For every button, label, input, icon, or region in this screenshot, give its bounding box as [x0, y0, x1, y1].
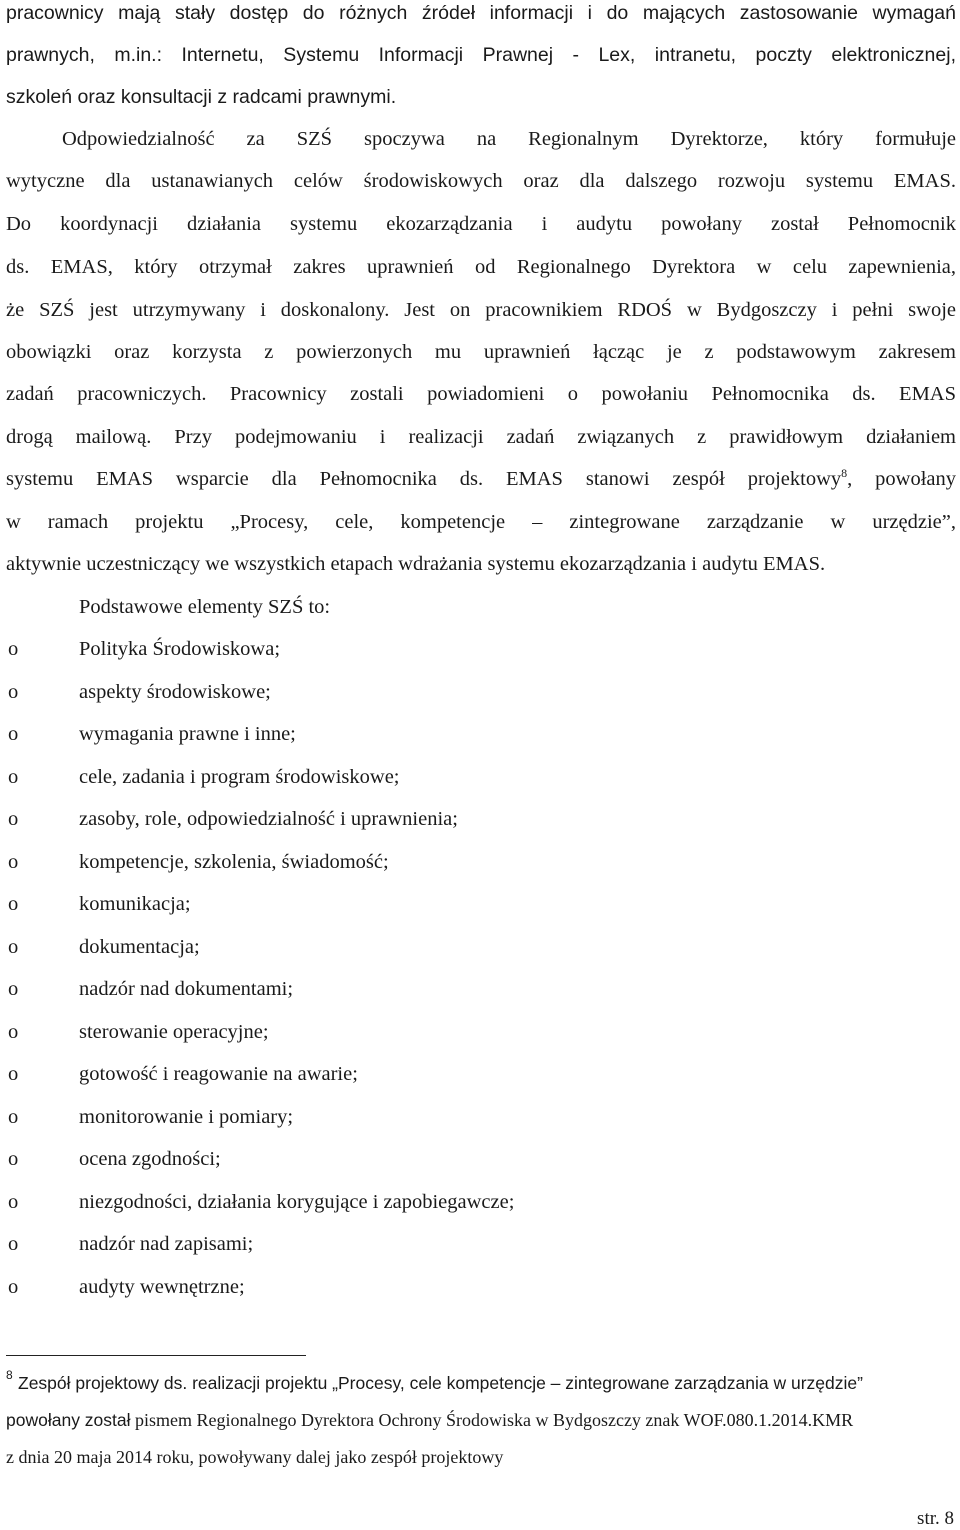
bullet-marker: o: [8, 936, 19, 958]
footnote-line: [18, 1372, 960, 1396]
list-item: Polityka Środowiskowa;: [79, 638, 281, 660]
footnote-separator: [6, 1355, 306, 1356]
footnote-line: [6, 1409, 956, 1433]
list-item: aspekty środowiskowe;: [79, 681, 271, 703]
list-item: kompetencje, szkolenia, świadomość;: [79, 851, 389, 873]
paragraph-line: drogą mailową. Przy podejmowaniu i realizacji zadań związanych z prawidłowym działaniem: [6, 426, 956, 448]
paragraph-line: Do koordynacji działania systemu ekozarządzania i audytu powołany został Pełnomocnik: [6, 213, 956, 235]
list-item: niezgodności, działania korygujące i zapobiegawcze;: [79, 1191, 515, 1213]
footnote-reference: 8: [841, 466, 848, 481]
list-item: gotowość i reagowanie na awarie;: [79, 1063, 358, 1085]
bullet-marker: o: [8, 1191, 19, 1213]
footnote-number: 8: [6, 1368, 13, 1382]
paragraph-line-with-footnote: [6, 466, 956, 492]
footnote-text: z dnia 20 maja 2014 roku, powoływany dalej jako zespół projektowy: [6, 1447, 504, 1467]
paragraph-line: pracownicy mają stały dostęp do różnych źródeł informacji i do mających zastosowanie wymagań: [6, 2, 956, 24]
elements-heading: Podstawowe elementy SZŚ to:: [79, 596, 331, 618]
paragraph-line: że SZŚ jest utrzymywany i doskonalony. Jest on pracownikiem RDOŚ w Bydgoszczy i pełni swoje: [6, 299, 956, 321]
list-item: audyty wewnętrzne;: [79, 1276, 245, 1298]
paragraph-line: obowiązki oraz korzysta z powierzonych mu uprawnień łącząc je z podstawowym zakresem: [6, 341, 956, 363]
list-item: monitorowanie i pomiary;: [79, 1106, 294, 1128]
paragraph-text: systemu EMAS wsparcie dla Pełnomocnika ds. EMAS stanowi zespół projektowy: [6, 468, 842, 490]
paragraph-line: szkoleń oraz konsultacji z radcami prawnymi.: [6, 86, 397, 108]
paragraph-line: aktywnie uczestniczący we wszystkich etapach wdrażania systemu ekozarządzania i audytu EMAS.: [6, 553, 826, 575]
list-item: nadzór nad dokumentami;: [79, 978, 294, 1000]
bullet-marker: o: [8, 1276, 19, 1298]
bullet-marker: o: [8, 1148, 19, 1170]
bullet-marker: o: [8, 1106, 19, 1128]
bullet-marker: o: [8, 978, 19, 1000]
paragraph-line: wytyczne dla ustanawianych celów środowiskowych oraz dla dalszego rozwoju systemu EMAS.: [6, 170, 956, 192]
bullet-marker: o: [8, 808, 19, 830]
page-number: str. 8: [917, 1508, 954, 1529]
paragraph-line: Odpowiedzialność za SZŚ spoczywa na Regionalnym Dyrektorze, który formułuje: [62, 128, 956, 150]
footnote-line: [6, 1446, 956, 1470]
bullet-marker: o: [8, 766, 19, 788]
list-item: sterowanie operacyjne;: [79, 1021, 269, 1043]
paragraph-line: w ramach projektu „Procesy, cele, kompetencje – zintegrowane zarządzanie w urzędzie”,: [6, 511, 956, 533]
bullet-marker: o: [8, 1021, 19, 1043]
bullet-marker: o: [8, 681, 19, 703]
footnote-text: Zespół projektowy ds. realizacji projektu „Procesy, cele kompetencje – zintegrowane zarządzania w urzędzie”: [18, 1373, 863, 1393]
list-item: cele, zadania i program środowiskowe;: [79, 766, 400, 788]
bullet-marker: o: [8, 638, 19, 660]
bullet-marker: o: [8, 723, 19, 745]
list-item: ocena zgodności;: [79, 1148, 221, 1170]
paragraph-line: ds. EMAS, który otrzymał zakres uprawnień od Regionalnego Dyrektora w celu zapewnienia,: [6, 256, 956, 278]
list-item: nadzór nad zapisami;: [79, 1233, 254, 1255]
list-item: wymagania prawne i inne;: [79, 723, 296, 745]
list-item: komunikacja;: [79, 893, 191, 915]
paragraph-line: prawnych, m.in.: Internetu, Systemu Informacji Prawnej - Lex, intranetu, poczty elektronicznej,: [6, 44, 956, 66]
bullet-marker: o: [8, 851, 19, 873]
list-item: zasoby, role, odpowiedzialność i uprawnienia;: [79, 808, 458, 830]
bullet-marker: o: [8, 1233, 19, 1255]
bullet-marker: o: [8, 1063, 19, 1085]
paragraph-line: zadań pracowniczych. Pracownicy zostali powiadomieni o powołaniu Pełnomocnika ds. EMAS: [6, 383, 956, 405]
footnote-text: pismem Regionalnego Dyrektora Ochrony Środowiska w Bydgoszczy znak WOF.080.1.2014.KMR: [130, 1410, 854, 1430]
bullet-marker: o: [8, 893, 19, 915]
footnote-text: powołany został: [6, 1410, 131, 1430]
list-item: dokumentacja;: [79, 936, 200, 958]
paragraph-text: , powołany: [847, 468, 957, 490]
